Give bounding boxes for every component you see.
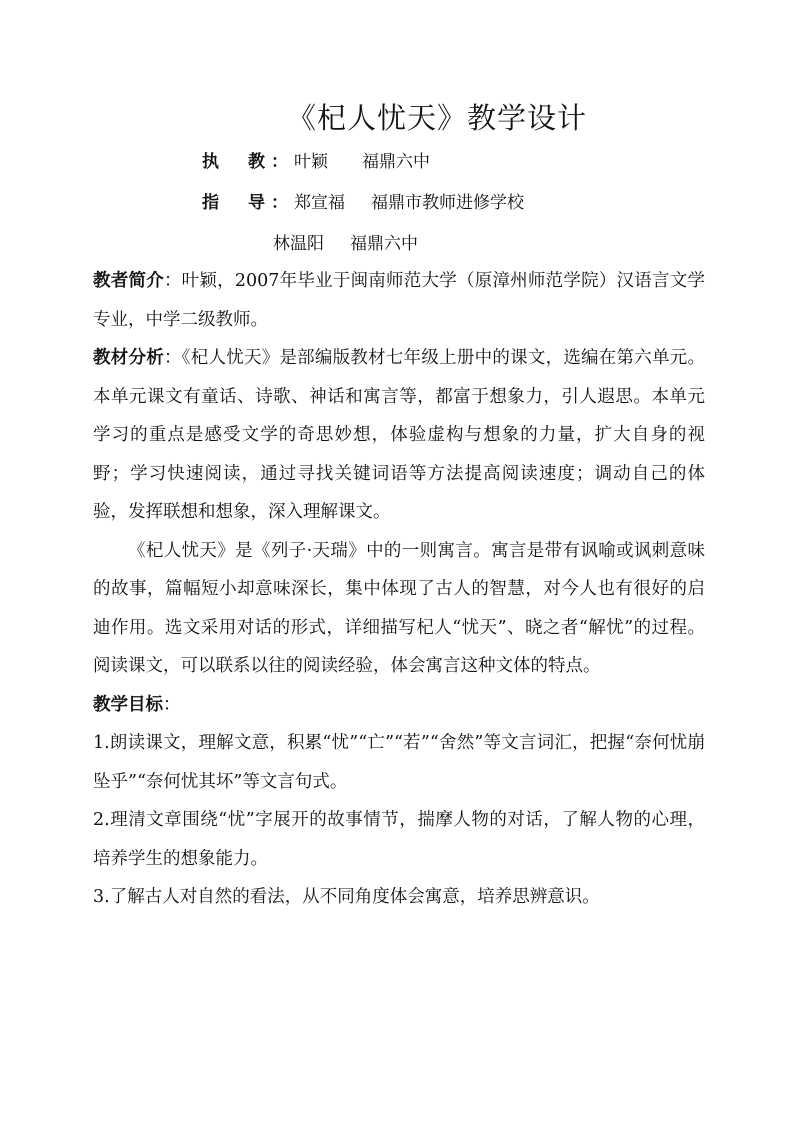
teacher-name: 叶颖: [294, 152, 328, 172]
intro-heading: 教者简介: [93, 271, 164, 291]
goals-heading-line: [93, 686, 705, 725]
teacher-line: [202, 147, 430, 172]
analysis-text: ：《杞人忧天》是部编版教材七年级上册中的课文，选编在第六单元。本单元课文有童话、诗歌、神话和寓言等，都富于想象力，引人遐思。本单元学习的重点是感受文学的奇思妙想，体验虚构与想象的力量，扩大自身的视野；学习快速阅读，通过寻找关键词语等方法提高阅读速度；调动自己的体验，发挥联想和想象，深入理解课文。: [93, 348, 706, 522]
goal-item: 3.了解古人对自然的看法，从不同角度体会寓意，培养思辨意识。: [93, 887, 600, 907]
goals-heading: 教学目标: [93, 694, 163, 715]
intro-text: ：叶颖，2007年毕业于闽南师范大学（原漳州师范学院）汉语言文学专业，中学二级教师。: [93, 271, 705, 330]
teacher-label: 执 教：: [202, 152, 294, 172]
advisor-line-2: [273, 229, 418, 254]
analysis-heading: 教材分析: [93, 348, 164, 368]
advisor-school-2: 福鼎六中: [350, 234, 418, 254]
advisor-name-2: 林温阳: [273, 234, 324, 254]
analysis-paragraph-2: 《杞人忧天》是《列子·天瑞》中的一则寓言。寓言是带有讽喻或讽刺意味的故事，篇幅短小却意味深长，集中体现了古人的智慧，对今人也有很好的启迪作用。选文采用对话的形式，详细描写杞人“忧天”、晓之者“解忧”的过程。阅读课文，可以联系以往的阅读经验，体会寓言这种文体的特点。: [93, 540, 705, 676]
document-title: 《杞人忧天》教学设计: [286, 101, 587, 135]
advisor-label: 指 导：: [202, 193, 294, 213]
advisor-school-1: 福鼎市教师进修学校: [371, 193, 524, 213]
document-body: [93, 262, 705, 917]
intro-paragraph: [93, 262, 705, 339]
advisor-name-1: 郑宣福: [294, 193, 345, 213]
goals-colon: ：: [163, 694, 181, 715]
goal-item: 2.理清文章围绕“忧”字展开的故事情节，揣摩人物的对话，了解人物的心理，培养学生的想象能力。: [93, 810, 705, 869]
analysis-paragraph: [93, 339, 705, 532]
goal-item: 1.朗读课文，理解文意，积累“忧”“亡”“若”“舍然”等文言词汇，把握“奈何忧崩坠乎”“奈何忧其坏”等文言句式。: [93, 733, 705, 792]
advisor-line-1: [202, 188, 524, 213]
teacher-school: 福鼎六中: [362, 152, 430, 172]
